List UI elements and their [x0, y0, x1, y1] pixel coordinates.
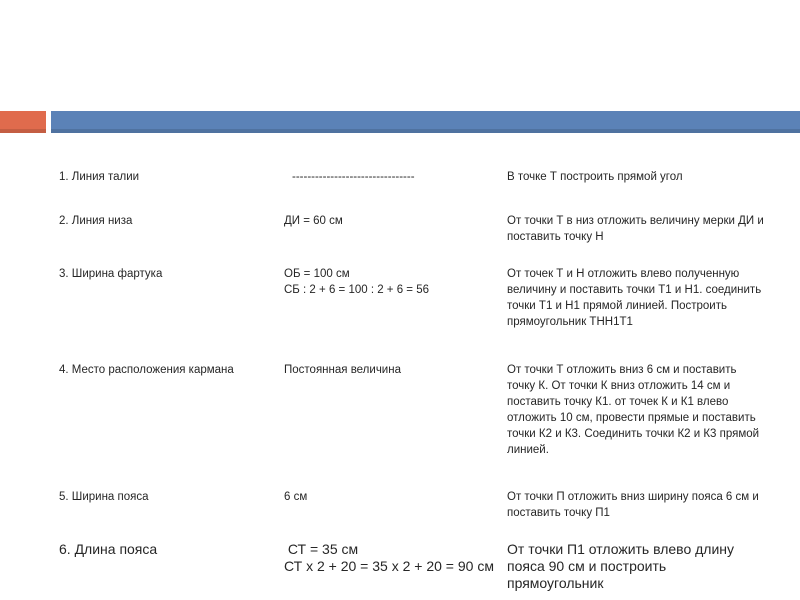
table-row: [53, 159, 770, 207]
row-name: 3. Ширина фартука: [59, 268, 163, 280]
row-value: [278, 159, 501, 207]
table-row: [53, 487, 770, 539]
value-line: СТ = 35 см: [284, 541, 359, 557]
construction-table: [53, 159, 770, 592]
row-value: [278, 357, 501, 487]
table-row: [53, 357, 770, 487]
row-instruction: В точке Т построить прямой угол: [507, 171, 683, 183]
row-name: 1. Линия талии: [59, 171, 140, 183]
table-row: [53, 261, 770, 357]
row-name: 6. Длина пояса: [59, 541, 158, 557]
row-instruction: От точки П отложить вниз ширину пояса 6 см и поставить точку П1: [507, 491, 759, 519]
row-instruction: От точки П1 отложить влево длину пояса 90 см и построить прямоугольник: [507, 541, 735, 591]
row-value: [278, 207, 501, 261]
row-value: [278, 539, 501, 592]
value-line: СТ х 2 + 20 = 35 х 2 + 20 = 90 см: [284, 558, 494, 574]
row-instruction: От точек Т и Н отложить влево полученную величину и поставить точки Т1 и Н1. соединить точки Т1 и Н1 прямой линией. Построить прямоугольник ТНН1Т1: [507, 268, 762, 328]
value-line: --------------------------------: [292, 171, 415, 183]
row-name: 5. Ширина пояса: [59, 491, 149, 503]
table-row: [53, 539, 770, 592]
value-line: Постоянная величина: [284, 364, 401, 376]
value-line: ДИ = 60 см: [284, 215, 343, 227]
row-instruction: От точки Т отложить вниз 6 см и поставить точку К. От точки К вниз отложить 14 см и поставить точку К1. от точек К и К1 влево отложить 10 см, провести прямые и поставить точки К2 и К3. Соединить точки К2 и К3 прямой линией.: [507, 364, 760, 456]
value-line: 6 см: [284, 491, 308, 503]
row-value: [278, 487, 501, 539]
row-instruction: От точки Т в низ отложить величину мерки ДИ и поставить точку Н: [507, 215, 764, 243]
row-name: 4. Место расположения кармана: [59, 364, 234, 376]
header-accent-left: [0, 111, 46, 133]
row-name: 2. Линия низа: [59, 215, 133, 227]
value-line: СБ : 2 + 6 = 100 : 2 + 6 = 56: [284, 284, 430, 296]
header-accent-right: [51, 111, 800, 133]
table-row: [53, 207, 770, 261]
row-value: [278, 261, 501, 357]
value-line: ОБ = 100 см: [284, 268, 350, 280]
